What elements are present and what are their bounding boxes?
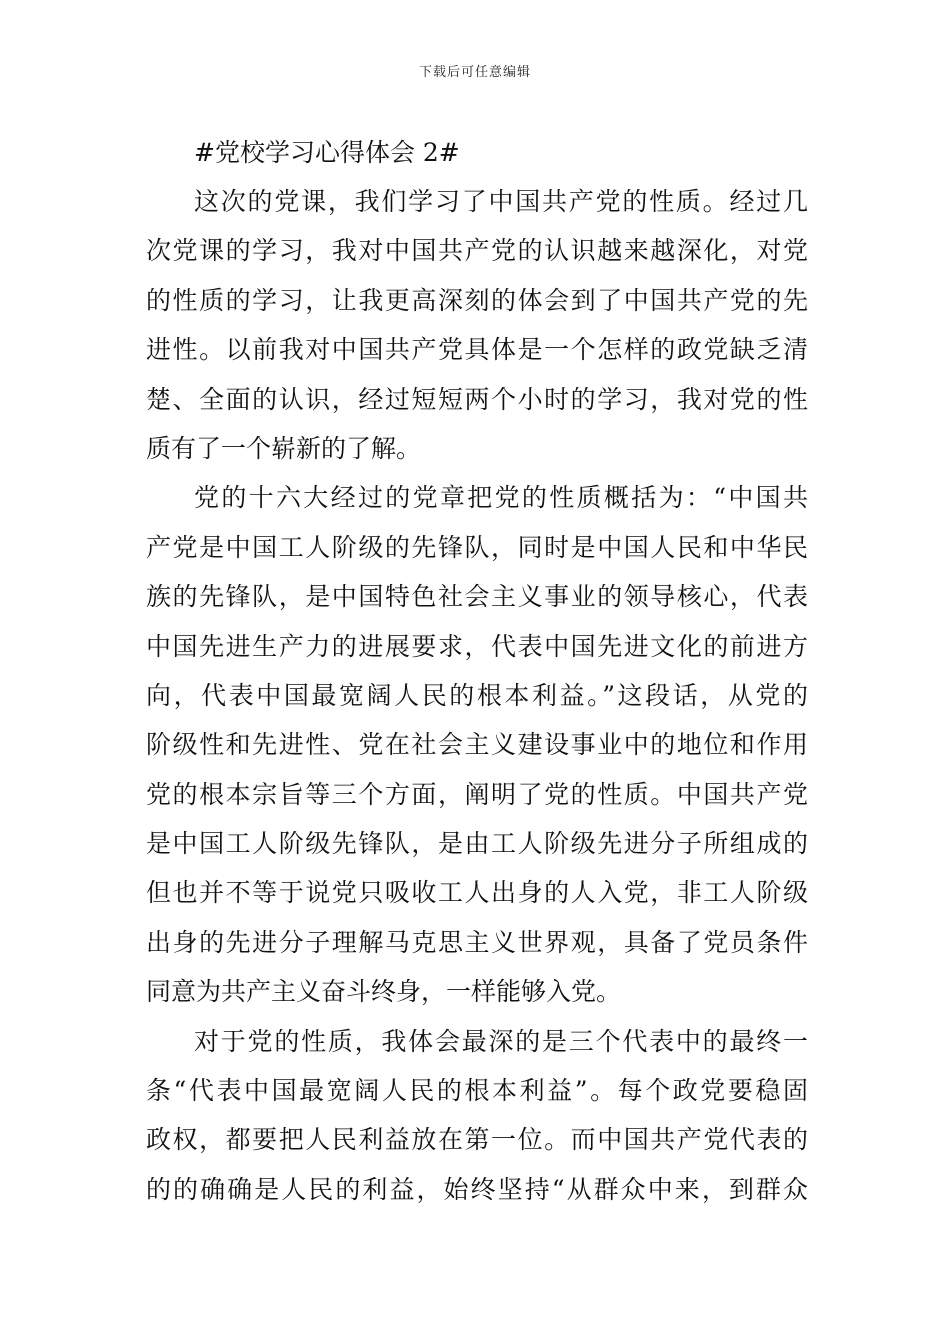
text-line: 对于党的性质，我体会最深的是三个代表中的最终一 xyxy=(194,1026,808,1056)
text-line: 的性质的学习，让我更高深刻的体会到了中国共产党的先 xyxy=(146,285,808,315)
paragraph-2 xyxy=(146,473,808,1016)
text-line: 这次的党课，我们学习了中国共产党的性质。经过几 xyxy=(194,187,808,216)
text-line: 进性。以前我对中国共产党具体是一个怎样的政党缺乏清 xyxy=(146,335,808,365)
document-body xyxy=(146,128,808,1214)
text-line: 中国先进生产力的进展要求，代表中国先进文化的前进方 xyxy=(146,631,808,661)
document-title: #党校学习心得体会 2# xyxy=(194,138,460,167)
text-line: 出身的先进分子理解马克思主义世界观，具备了党员条件 xyxy=(146,927,808,957)
text-line: 族的先锋队，是中国特色社会主义事业的领导核心，代表 xyxy=(146,582,808,612)
paragraph-3 xyxy=(146,1017,808,1215)
text-line: 党的十六大经过的党章把党的性质概括为：“中国共 xyxy=(194,483,808,513)
paragraph-1 xyxy=(146,177,808,473)
text-line: 条“代表中国最宽阔人民的根本利益”。每个政党要稳固 xyxy=(146,1076,808,1106)
text-line: 向，代表中国最宽阔人民的根本利益。”这段话，从党的 xyxy=(146,680,808,710)
text-line: 但也并不等于说党只吸收工人出身的人入党，非工人阶级 xyxy=(146,878,808,908)
text-line: 的的确确是人民的利益，始终坚持“从群众中来，到群众 xyxy=(146,1174,808,1204)
text-line: 党的根本宗旨等三个方面，阐明了党的性质。中国共产党 xyxy=(146,779,808,809)
text-line: 是中国工人阶级先锋队，是由工人阶级先进分子所组成的 xyxy=(146,829,808,859)
text-line: 楚、全面的认识，经过短短两个小时的学习，我对党的性 xyxy=(146,384,808,414)
text-line: 产党是中国工人阶级的先锋队，同时是中国人民和中华民 xyxy=(146,532,808,562)
text-line: 次党课的学习，我对中国共产党的认识越来越深化，对党 xyxy=(146,236,808,266)
header-note: 下载后可任意编辑 xyxy=(418,65,531,80)
text-line: 政权，都要把人民利益放在第一位。而中国共产党代表的 xyxy=(146,1125,808,1155)
text-line: 阶级性和先进性、党在社会主义建设事业中的地位和作用 xyxy=(146,730,808,760)
text-line: 质有了一个崭新的了解。 xyxy=(146,433,422,463)
text-line: 同意为共产主义奋斗终身，一样能够入党。 xyxy=(146,977,622,1007)
